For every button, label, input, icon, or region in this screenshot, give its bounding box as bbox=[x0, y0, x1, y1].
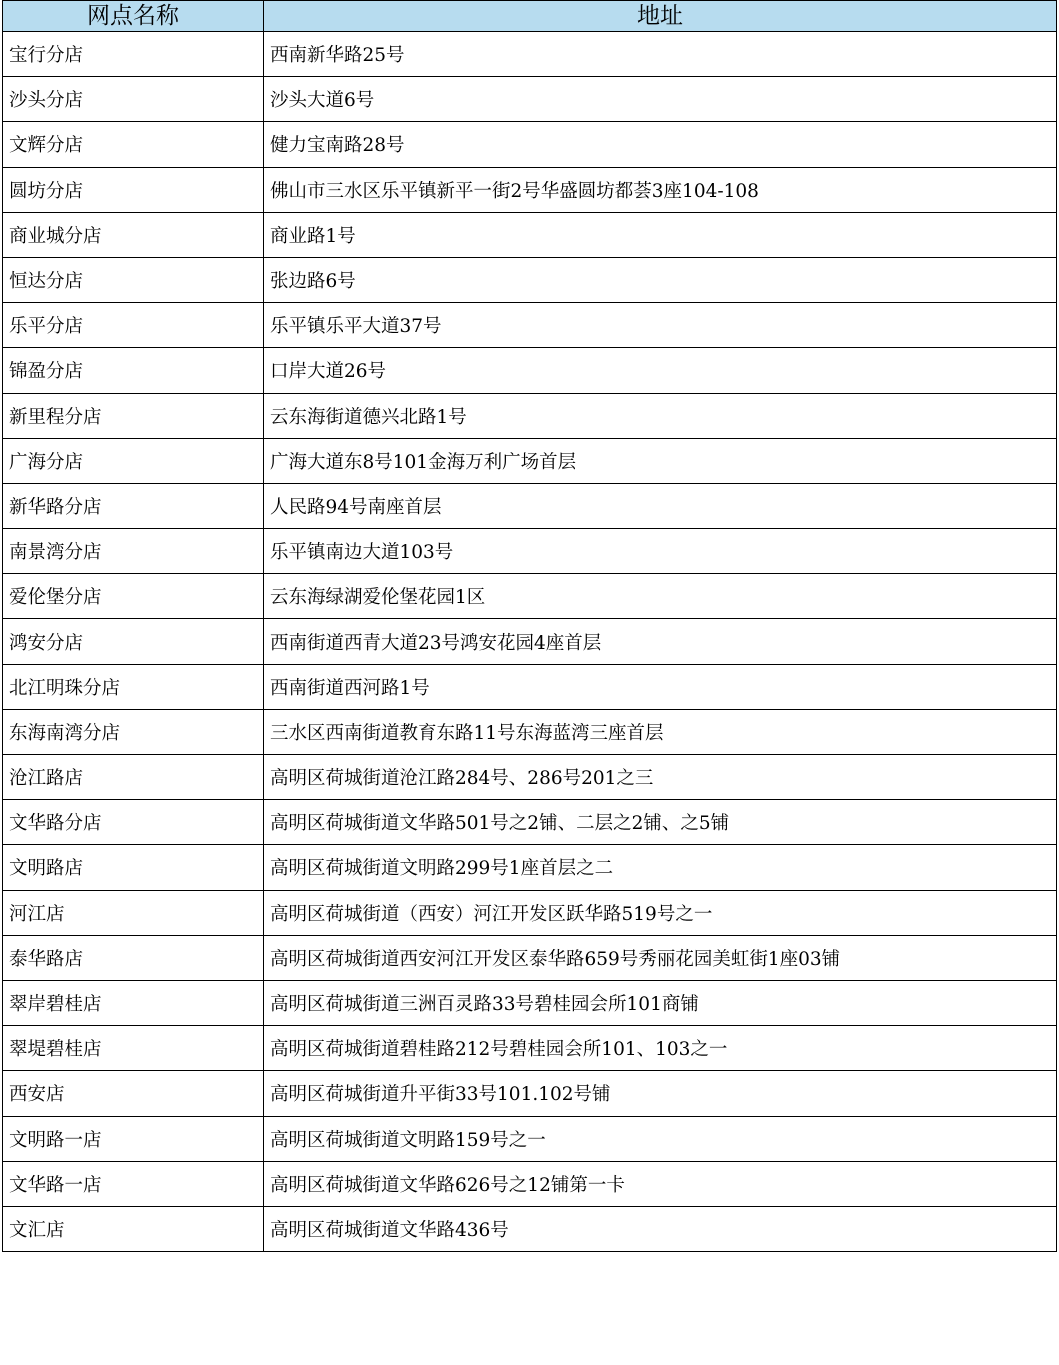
store-name-cell[interactable]: 新华路分店 bbox=[3, 483, 264, 528]
store-name-cell[interactable]: 河江店 bbox=[3, 890, 264, 935]
store-name-cell[interactable]: 锦盈分店 bbox=[3, 348, 264, 393]
table-row bbox=[3, 77, 1057, 122]
table-row bbox=[3, 438, 1057, 483]
table-row bbox=[3, 890, 1057, 935]
table-row bbox=[3, 845, 1057, 890]
table-row bbox=[3, 167, 1057, 212]
store-name-cell[interactable]: 爱伦堡分店 bbox=[3, 574, 264, 619]
table-row bbox=[3, 1161, 1057, 1206]
table-row bbox=[3, 348, 1057, 393]
address-cell[interactable]: 沙头大道6号 bbox=[264, 77, 1057, 122]
address-cell[interactable]: 口岸大道26号 bbox=[264, 348, 1057, 393]
header-store-name[interactable]: 网点名称 bbox=[3, 1, 264, 32]
address-cell[interactable]: 高明区荷城街道文明路159号之一 bbox=[264, 1116, 1057, 1161]
address-cell[interactable]: 西南新华路25号 bbox=[264, 32, 1057, 77]
table-row bbox=[3, 1116, 1057, 1161]
address-cell[interactable]: 人民路94号南座首层 bbox=[264, 483, 1057, 528]
store-name-cell[interactable]: 商业城分店 bbox=[3, 212, 264, 257]
store-name-cell[interactable]: 乐平分店 bbox=[3, 303, 264, 348]
table-row bbox=[3, 755, 1057, 800]
header-address[interactable]: 地址 bbox=[264, 1, 1057, 32]
address-cell[interactable]: 高明区荷城街道（西安）河江开发区跃华路519号之一 bbox=[264, 890, 1057, 935]
address-cell[interactable]: 乐平镇南边大道103号 bbox=[264, 529, 1057, 574]
store-address-sheet bbox=[2, 0, 1056, 1252]
store-name-cell[interactable]: 文辉分店 bbox=[3, 122, 264, 167]
store-name-cell[interactable]: 文华路分店 bbox=[3, 800, 264, 845]
table-row bbox=[3, 32, 1057, 77]
table-row bbox=[3, 122, 1057, 167]
store-name-cell[interactable]: 恒达分店 bbox=[3, 257, 264, 302]
store-name-cell[interactable]: 宝行分店 bbox=[3, 32, 264, 77]
address-cell[interactable]: 高明区荷城街道文明路299号1座首层之二 bbox=[264, 845, 1057, 890]
address-cell[interactable]: 张边路6号 bbox=[264, 257, 1057, 302]
store-table bbox=[2, 0, 1057, 1252]
store-name-cell[interactable]: 鸿安分店 bbox=[3, 619, 264, 664]
address-cell[interactable]: 西南街道西河路1号 bbox=[264, 664, 1057, 709]
address-cell[interactable]: 高明区荷城街道文华路436号 bbox=[264, 1206, 1057, 1251]
store-name-cell[interactable]: 新里程分店 bbox=[3, 393, 264, 438]
table-row bbox=[3, 800, 1057, 845]
table-row bbox=[3, 619, 1057, 664]
store-name-cell[interactable]: 沙头分店 bbox=[3, 77, 264, 122]
address-cell[interactable]: 商业路1号 bbox=[264, 212, 1057, 257]
table-row bbox=[3, 664, 1057, 709]
table-row bbox=[3, 935, 1057, 980]
store-name-cell[interactable]: 翠堤碧桂店 bbox=[3, 1026, 264, 1071]
table-row bbox=[3, 483, 1057, 528]
address-cell[interactable]: 高明区荷城街道文华路626号之12铺第一卡 bbox=[264, 1161, 1057, 1206]
table-row bbox=[3, 257, 1057, 302]
address-cell[interactable]: 云东海绿湖爱伦堡花园1区 bbox=[264, 574, 1057, 619]
table-row bbox=[3, 1026, 1057, 1071]
store-name-cell[interactable]: 沧江路店 bbox=[3, 755, 264, 800]
store-name-cell[interactable]: 东海南湾分店 bbox=[3, 709, 264, 754]
store-name-cell[interactable]: 南景湾分店 bbox=[3, 529, 264, 574]
table-row bbox=[3, 212, 1057, 257]
address-cell[interactable]: 西南街道西青大道23号鸿安花园4座首层 bbox=[264, 619, 1057, 664]
store-name-cell[interactable]: 圆坊分店 bbox=[3, 167, 264, 212]
store-name-cell[interactable]: 文华路一店 bbox=[3, 1161, 264, 1206]
store-name-cell[interactable]: 西安店 bbox=[3, 1071, 264, 1116]
address-cell[interactable]: 高明区荷城街道碧桂路212号碧桂园会所101、103之一 bbox=[264, 1026, 1057, 1071]
store-name-cell[interactable]: 北江明珠分店 bbox=[3, 664, 264, 709]
address-cell[interactable]: 健力宝南路28号 bbox=[264, 122, 1057, 167]
store-name-cell[interactable]: 文明路一店 bbox=[3, 1116, 264, 1161]
address-cell[interactable]: 高明区荷城街道沧江路284号、286号201之三 bbox=[264, 755, 1057, 800]
address-cell[interactable]: 广海大道东8号101金海万利广场首层 bbox=[264, 438, 1057, 483]
table-row bbox=[3, 303, 1057, 348]
address-cell[interactable]: 高明区荷城街道文华路501号之2铺、二层之2铺、之5铺 bbox=[264, 800, 1057, 845]
table-row bbox=[3, 574, 1057, 619]
header-row bbox=[3, 1, 1057, 32]
table-row bbox=[3, 980, 1057, 1025]
store-name-cell[interactable]: 文明路店 bbox=[3, 845, 264, 890]
table-row bbox=[3, 393, 1057, 438]
address-cell[interactable]: 云东海街道德兴北路1号 bbox=[264, 393, 1057, 438]
address-cell[interactable]: 佛山市三水区乐平镇新平一街2号华盛圆坊都荟3座104-108 bbox=[264, 167, 1057, 212]
address-cell[interactable]: 高明区荷城街道三洲百灵路33号碧桂园会所101商铺 bbox=[264, 980, 1057, 1025]
store-name-cell[interactable]: 广海分店 bbox=[3, 438, 264, 483]
store-name-cell[interactable]: 文汇店 bbox=[3, 1206, 264, 1251]
table-row bbox=[3, 709, 1057, 754]
table-row bbox=[3, 1071, 1057, 1116]
store-name-cell[interactable]: 泰华路店 bbox=[3, 935, 264, 980]
address-cell[interactable]: 乐平镇乐平大道37号 bbox=[264, 303, 1057, 348]
address-cell[interactable]: 高明区荷城街道西安河江开发区泰华路659号秀丽花园美虹街1座03铺 bbox=[264, 935, 1057, 980]
table-row bbox=[3, 529, 1057, 574]
address-cell[interactable]: 三水区西南街道教育东路11号东海蓝湾三座首层 bbox=[264, 709, 1057, 754]
store-name-cell[interactable]: 翠岸碧桂店 bbox=[3, 980, 264, 1025]
address-cell[interactable]: 高明区荷城街道升平街33号101.102号铺 bbox=[264, 1071, 1057, 1116]
table-row bbox=[3, 1206, 1057, 1251]
